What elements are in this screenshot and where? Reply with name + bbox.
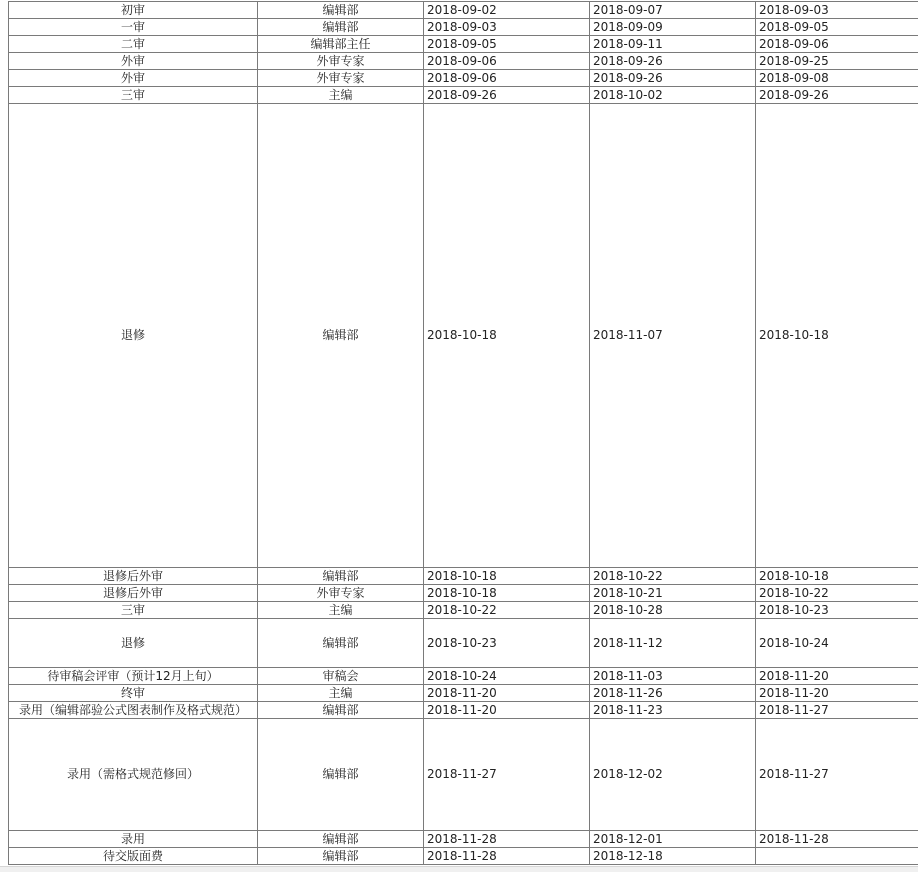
table-row	[9, 87, 918, 104]
end-date-cell: 2018-12-02	[590, 719, 756, 831]
actual-date-cell: 2018-11-27	[756, 702, 918, 719]
stage-cell: 三审	[9, 602, 258, 619]
table-row	[9, 36, 918, 53]
department-cell: 主编	[258, 87, 424, 104]
end-date-cell: 2018-09-11	[590, 36, 756, 53]
actual-date-cell: 2018-09-03	[756, 2, 918, 19]
stage-cell: 三审	[9, 87, 258, 104]
start-date-cell: 2018-11-27	[424, 719, 590, 831]
start-date-cell: 2018-09-06	[424, 53, 590, 70]
start-date-cell: 2018-11-28	[424, 848, 590, 865]
stage-cell: 录用（编辑部验公式图表制作及格式规范）	[9, 702, 258, 719]
end-date-cell: 2018-12-18	[590, 848, 756, 865]
start-date-cell: 2018-09-05	[424, 36, 590, 53]
start-date-cell: 2018-09-02	[424, 2, 590, 19]
table-row	[9, 848, 918, 865]
end-date-cell: 2018-11-26	[590, 685, 756, 702]
window-bottom-edge	[0, 866, 918, 872]
actual-date-cell: 2018-11-27	[756, 719, 918, 831]
actual-date-cell: 2018-09-06	[756, 36, 918, 53]
department-cell: 外审专家	[258, 70, 424, 87]
actual-date-cell: 2018-09-05	[756, 19, 918, 36]
table-row	[9, 602, 918, 619]
department-cell: 外审专家	[258, 585, 424, 602]
start-date-cell: 2018-10-24	[424, 668, 590, 685]
department-cell: 主编	[258, 685, 424, 702]
actual-date-cell: 2018-10-22	[756, 585, 918, 602]
actual-date-cell: 2018-09-25	[756, 53, 918, 70]
actual-date-cell: 2018-09-26	[756, 87, 918, 104]
actual-date-cell: 2018-10-18	[756, 568, 918, 585]
start-date-cell: 2018-09-03	[424, 19, 590, 36]
start-date-cell: 2018-11-28	[424, 831, 590, 848]
table-row	[9, 104, 918, 568]
department-cell: 编辑部	[258, 719, 424, 831]
end-date-cell: 2018-11-03	[590, 668, 756, 685]
department-cell: 编辑部	[258, 568, 424, 585]
start-date-cell: 2018-10-18	[424, 585, 590, 602]
actual-date-cell: 2018-10-18	[756, 104, 918, 568]
stage-cell: 待审稿会评审（预计12月上旬）	[9, 668, 258, 685]
end-date-cell: 2018-09-26	[590, 70, 756, 87]
table-row	[9, 53, 918, 70]
stage-cell: 退修	[9, 619, 258, 668]
end-date-cell: 2018-10-02	[590, 87, 756, 104]
end-date-cell: 2018-10-21	[590, 585, 756, 602]
stage-cell: 录用	[9, 831, 258, 848]
review-table-body	[9, 2, 918, 865]
department-cell: 编辑部	[258, 2, 424, 19]
start-date-cell: 2018-10-18	[424, 568, 590, 585]
end-date-cell: 2018-09-09	[590, 19, 756, 36]
department-cell: 编辑部主任	[258, 36, 424, 53]
actual-date-cell: 2018-09-08	[756, 70, 918, 87]
department-cell: 编辑部	[258, 702, 424, 719]
start-date-cell: 2018-10-18	[424, 104, 590, 568]
actual-date-cell: 2018-11-20	[756, 685, 918, 702]
table-row	[9, 831, 918, 848]
stage-cell: 二审	[9, 36, 258, 53]
stage-cell: 退修后外审	[9, 585, 258, 602]
table-row	[9, 585, 918, 602]
actual-date-cell	[756, 848, 918, 865]
table-row	[9, 685, 918, 702]
end-date-cell: 2018-12-01	[590, 831, 756, 848]
end-date-cell: 2018-09-26	[590, 53, 756, 70]
start-date-cell: 2018-10-22	[424, 602, 590, 619]
stage-cell: 待交版面费	[9, 848, 258, 865]
stage-cell: 退修	[9, 104, 258, 568]
end-date-cell: 2018-10-28	[590, 602, 756, 619]
end-date-cell: 2018-09-07	[590, 2, 756, 19]
department-cell: 编辑部	[258, 831, 424, 848]
stage-cell: 外审	[9, 70, 258, 87]
department-cell: 外审专家	[258, 53, 424, 70]
stage-cell: 录用（需格式规范修回）	[9, 719, 258, 831]
end-date-cell: 2018-11-07	[590, 104, 756, 568]
actual-date-cell: 2018-10-23	[756, 602, 918, 619]
end-date-cell: 2018-11-12	[590, 619, 756, 668]
end-date-cell: 2018-10-22	[590, 568, 756, 585]
start-date-cell: 2018-09-06	[424, 70, 590, 87]
stage-cell: 一审	[9, 19, 258, 36]
stage-cell: 退修后外审	[9, 568, 258, 585]
table-row	[9, 702, 918, 719]
table-row	[9, 719, 918, 831]
table-row	[9, 568, 918, 585]
start-date-cell: 2018-09-26	[424, 87, 590, 104]
table-row	[9, 619, 918, 668]
actual-date-cell: 2018-11-28	[756, 831, 918, 848]
stage-cell: 初审	[9, 2, 258, 19]
department-cell: 审稿会	[258, 668, 424, 685]
table-row	[9, 668, 918, 685]
actual-date-cell: 2018-10-24	[756, 619, 918, 668]
table-row	[9, 2, 918, 19]
review-progress-table	[8, 1, 918, 865]
stage-cell: 终审	[9, 685, 258, 702]
end-date-cell: 2018-11-23	[590, 702, 756, 719]
start-date-cell: 2018-11-20	[424, 702, 590, 719]
stage-cell: 外审	[9, 53, 258, 70]
actual-date-cell: 2018-11-20	[756, 668, 918, 685]
table-row	[9, 70, 918, 87]
department-cell: 编辑部	[258, 848, 424, 865]
department-cell: 主编	[258, 602, 424, 619]
department-cell: 编辑部	[258, 619, 424, 668]
department-cell: 编辑部	[258, 19, 424, 36]
start-date-cell: 2018-10-23	[424, 619, 590, 668]
department-cell: 编辑部	[258, 104, 424, 568]
start-date-cell: 2018-11-20	[424, 685, 590, 702]
table-row	[9, 19, 918, 36]
